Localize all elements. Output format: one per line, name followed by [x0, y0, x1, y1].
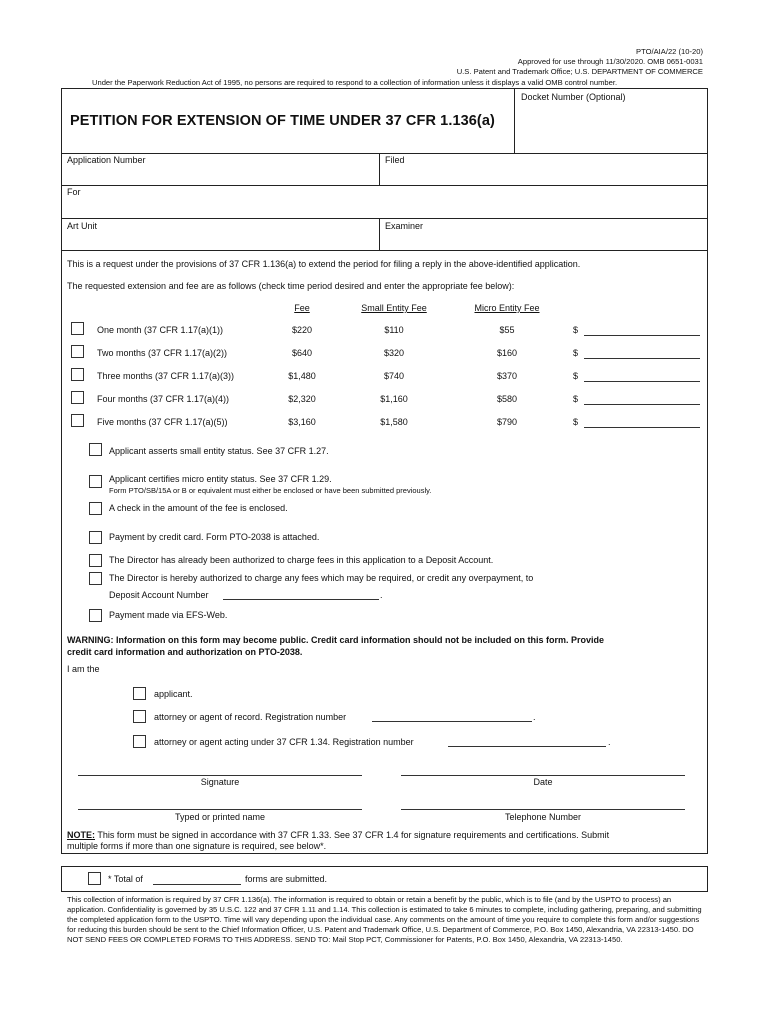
applicant-label: applicant.: [154, 689, 193, 699]
total-forms-count-field[interactable]: [153, 884, 241, 885]
small-entity-checkbox[interactable]: [89, 443, 102, 456]
attorney-134-checkbox[interactable]: [133, 735, 146, 748]
signature-line[interactable]: [78, 775, 362, 776]
five-months-label: Five months (37 CFR 1.17(a)(5)): [97, 417, 228, 427]
three-months-label: Three months (37 CFR 1.17(a)(3)): [97, 371, 235, 381]
burden-statement: This collection of information is required by 37 CFR 1.136(a). The information is required to obtain or retain a benefit by the public, which is to file (and by the USPTO to process) an application. Confidentiality is governed by 35 U.S.C. 122 and 37 CFR 1.11 and 1.14. This collection is estimated to take 6 minutes to complete, including gathering, preparing, and submitting the completed application form to the USPTO. Time will vary depending upon the individual case. Any comments on the amount of time you require to complete this form and/or suggestions for reducing this burden should be sent to the Chief Information Officer, U.S. Patent and Trademark Office, U.S. Department of Commerce, P.O. Box 1450, Alexandria, VA 22313-1450. DO NOT SEND FEES OR COMPLETED FORMS TO THIS ADDRESS. SEND TO: Mail Stop PCT, Commissioner for Patents, P.O. Box 1450, Alexandria, VA 22313-1450.: [67, 895, 702, 944]
application-number-label: Application Number: [67, 155, 146, 165]
two-months-small-fee: $320: [383, 348, 405, 358]
art-unit-field[interactable]: [64, 231, 376, 249]
two-months-label: Two months (37 CFR 1.17(a)(2)): [97, 348, 228, 358]
credit-card-checkbox[interactable]: [89, 531, 102, 544]
date-label: Date: [533, 777, 553, 787]
two-months-micro-fee: $160: [496, 348, 518, 358]
application-number-field[interactable]: [64, 165, 376, 183]
docket-number-label: Docket Number (Optional): [521, 92, 626, 102]
deposit-account-period: .: [380, 590, 383, 600]
date-line[interactable]: [401, 775, 685, 776]
art-unit-label: Art Unit: [67, 221, 98, 231]
for-label: For: [67, 187, 81, 197]
deposit-account-field[interactable]: [223, 599, 379, 600]
one-month-checkbox[interactable]: [71, 322, 84, 335]
two-months-checkbox[interactable]: [71, 345, 84, 358]
telephone-label: Telephone Number: [504, 812, 582, 822]
filed-label: Filed: [385, 155, 405, 165]
four-months-label: Four months (37 CFR 1.17(a)(4)): [97, 394, 230, 404]
deposit-charge-label: The Director is hereby authorized to charge any fees which may be required, or credit any overpayment, to: [109, 573, 534, 583]
i-am-the-label: I am the: [67, 664, 100, 674]
one-month-fee: $220: [291, 325, 313, 335]
efs-web-checkbox[interactable]: [89, 609, 102, 622]
warning-text-cont: credit card information and authorization on PTO-2038.: [67, 647, 303, 657]
four-months-checkbox[interactable]: [71, 391, 84, 404]
attorney-record-checkbox[interactable]: [133, 710, 146, 723]
for-field[interactable]: [64, 197, 704, 215]
five-months-fee: $3,160: [288, 417, 316, 427]
deposit-authorized-checkbox[interactable]: [89, 554, 102, 567]
four-months-dollar: $: [573, 394, 579, 404]
intro-fee-instructions: The requested extension and fee are as follows (check time period desired and enter the appropriate fee below):: [67, 281, 515, 291]
four-months-micro-fee: $580: [496, 394, 518, 404]
note-prefix: NOTE:: [67, 830, 95, 840]
note-body: This form must be signed in accordance with 37 CFR 1.33. See 37 CFR 1.4 for signature requirements and certifications. Submit: [95, 830, 610, 840]
telephone-line[interactable]: [401, 809, 685, 810]
signature-label: Signature: [200, 777, 240, 787]
petition-form: [61, 88, 708, 854]
two-months-dollar: $: [573, 348, 579, 358]
deposit-charge-checkbox[interactable]: [89, 572, 102, 585]
agency-line: U.S. Patent and Trademark Office; U.S. DEPARTMENT OF COMMERCE: [456, 67, 703, 76]
attorney-record-period: .: [533, 712, 536, 722]
attorney-record-registration-field[interactable]: [372, 721, 532, 722]
two-months-amount-field[interactable]: [584, 358, 700, 359]
micro-entity-checkbox[interactable]: [89, 475, 102, 488]
credit-card-label: Payment by credit card. Form PTO-2038 is attached.: [109, 532, 320, 542]
one-month-dollar: $: [573, 325, 579, 335]
five-months-amount-field[interactable]: [584, 427, 700, 428]
five-months-micro-fee: $790: [496, 417, 518, 427]
three-months-fee: $1,480: [288, 371, 316, 381]
small-entity-fee-header: Small Entity Fee: [361, 303, 427, 313]
typed-name-label: Typed or printed name: [174, 812, 266, 822]
one-month-amount-field[interactable]: [584, 335, 700, 336]
small-entity-label: Applicant asserts small entity status. See 37 CFR 1.27.: [109, 446, 329, 456]
fee-header: Fee: [294, 303, 310, 313]
examiner-label: Examiner: [385, 221, 424, 231]
typed-name-line[interactable]: [78, 809, 362, 810]
warning-text: WARNING: Information on this form may become public. Credit card information should not be included on this form. Provide: [67, 635, 605, 645]
three-months-amount-field[interactable]: [584, 381, 700, 382]
four-months-amount-field[interactable]: [584, 404, 700, 405]
deposit-account-label: Deposit Account Number: [109, 590, 209, 600]
note-text-cont: multiple forms if more than one signature is required, see below*.: [67, 841, 327, 851]
check-enclosed-label: A check in the amount of the fee is enclosed.: [109, 503, 288, 513]
total-forms-prefix: * Total of: [108, 874, 143, 884]
one-month-label: One month (37 CFR 1.17(a)(1)): [97, 325, 224, 335]
micro-entity-note: Form PTO/SB/15A or B or equivalent must either be enclosed or have been submitted previously.: [109, 486, 432, 495]
omb-approval: Approved for use through 11/30/2020. OMB 0651-0031: [517, 57, 703, 66]
form-id: PTO/AIA/22 (10-20): [636, 47, 703, 56]
one-month-micro-fee: $55: [499, 325, 515, 335]
check-enclosed-checkbox[interactable]: [89, 502, 102, 515]
attorney-134-registration-field[interactable]: [448, 746, 606, 747]
examiner-field[interactable]: [382, 231, 702, 249]
two-months-fee: $640: [291, 348, 313, 358]
five-months-dollar: $: [573, 417, 579, 427]
pra-notice: Under the Paperwork Reduction Act of 1995, no persons are required to respond to a collection of information unless it displays a valid OMB control number.: [92, 78, 618, 87]
micro-entity-fee-header: Micro Entity Fee: [474, 303, 540, 313]
intro-request: This is a request under the provisions of 37 CFR 1.136(a) to extend the period for filing a reply in the above-identified application.: [67, 259, 581, 269]
total-forms-suffix: forms are submitted.: [245, 874, 328, 884]
deposit-authorized-label: The Director has already been authorized to charge fees in this application to a Deposit Account.: [109, 555, 494, 565]
attorney-record-label: attorney or agent of record. Registration number: [154, 712, 347, 722]
three-months-checkbox[interactable]: [71, 368, 84, 381]
attorney-134-period: .: [608, 737, 611, 747]
docket-number-field[interactable]: [515, 103, 705, 151]
three-months-dollar: $: [573, 371, 579, 381]
efs-web-label: Payment made via EFS-Web.: [109, 610, 228, 620]
five-months-small-fee: $1,580: [380, 417, 408, 427]
three-months-micro-fee: $370: [496, 371, 518, 381]
form-title: PETITION FOR EXTENSION OF TIME UNDER 37 CFR 1.136(a): [70, 113, 495, 129]
note-text: [67, 830, 609, 840]
applicant-checkbox[interactable]: [133, 687, 146, 700]
one-month-small-fee: $110: [384, 325, 404, 335]
micro-entity-label: Applicant certifies micro entity status. See 37 CFR 1.29.: [109, 474, 332, 484]
total-forms-box: [61, 866, 708, 892]
three-months-small-fee: $740: [383, 371, 405, 381]
filed-date-field[interactable]: [382, 165, 702, 183]
four-months-small-fee: $1,160: [380, 394, 408, 404]
total-forms-checkbox[interactable]: [88, 872, 101, 885]
five-months-checkbox[interactable]: [71, 414, 84, 427]
four-months-fee: $2,320: [288, 394, 316, 404]
attorney-134-label: attorney or agent acting under 37 CFR 1.34. Registration number: [154, 737, 414, 747]
